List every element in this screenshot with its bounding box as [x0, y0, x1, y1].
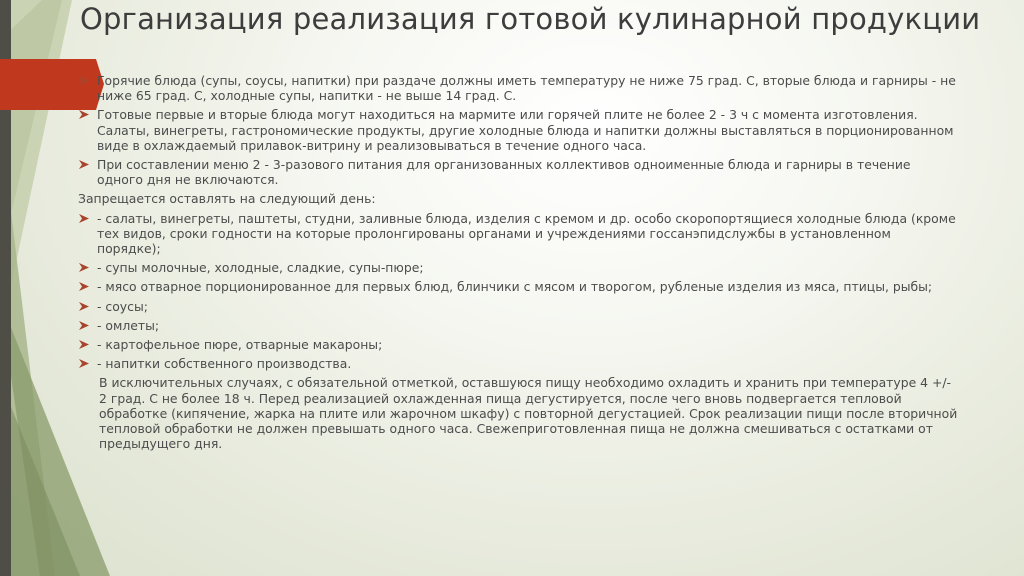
right-arrowhead-icon [79, 340, 89, 349]
bullet-text: - салаты, винегреты, паштеты, студни, заливные блюда, изделия с кремом и др. особо скоропортящиеся холодные блюда (кроме тех видов, сроки годности на которые пролонгированы органами и учреждениями госсанэпидслужбы в установленном порядке); [97, 210, 956, 257]
bullet-item [78, 299, 958, 314]
bullet-text: - мясо отварное порционированное для первых блюд, блинчики с мясом и творогом, рубленые изделия из мяса, птицы, рыбы; [97, 279, 933, 295]
bullet-item [78, 73, 958, 103]
bullet-item [78, 157, 958, 187]
right-arrowhead-icon [79, 359, 89, 368]
bullet-item [78, 318, 958, 333]
bullet-text: - соусы; [97, 298, 148, 314]
bullet-text: При составлении меню 2 - 3-разового питания для организованных коллективов одноименные блюда и гарниры в течение одного дня не включаются. [97, 157, 911, 188]
slide-title: Организация реализация готовой кулинарной продукции [80, 2, 981, 36]
bullet-item [78, 211, 958, 257]
bullet-item [78, 279, 958, 294]
slide-body [78, 73, 958, 455]
section-heading: Запрещается оставлять на следующий день: [78, 191, 376, 207]
bullet-text: - супы молочные, холодные, сладкие, супы-пюре; [97, 260, 424, 276]
bullet-text: - напитки собственного производства. [97, 356, 352, 372]
right-arrowhead-icon [79, 263, 89, 272]
right-arrowhead-icon [79, 214, 89, 223]
bullet-item [78, 107, 958, 153]
right-arrowhead-icon [79, 110, 89, 119]
bullet-text: Горячие блюда (супы, соусы, напитки) при раздаче должны иметь температуру не ниже 75 град. С, вторые блюда и гарниры - не ниже 65 град. С, холодные супы, напитки - не выше 14 град. С. [97, 73, 956, 104]
right-arrowhead-icon [79, 160, 89, 169]
right-arrowhead-icon [79, 76, 89, 85]
right-arrowhead-icon [79, 321, 89, 330]
bullet-item [78, 356, 958, 371]
bullet-item [78, 260, 958, 275]
right-arrowhead-icon [79, 302, 89, 311]
closing-paragraph: В исключительных случаях, с обязательной отметкой, оставшуюся пищу необходимо охладить и хранить при температуре 4 +/- 2 град. С не более 18 ч. Перед реализацией охлажденная пища дегустируется, после чего вновь подвергается тепловой обработке (кипячение, жарка на плите или жарочном шкафу) с повторной дегустацией. Срок реализации пищи после вторичной тепловой обработки не должен превышать одного часа. Свежеприготовленная пища не должна смешиваться с остатками от предыдущего дня. [99, 375, 958, 452]
bullet-text: - картофельное пюре, отварные макароны; [97, 337, 383, 353]
bullet-text: Готовые первые и вторые блюда могут находиться на мармите или горячей плите не более 2 - 3 ч с момента изготовления. Салаты, винегреты, гастрономические продукты, другие холодные блюда и напитки должны выставляться в порционированном виде в охлаждаемый прилавок-витрину и реализовываться в течение одного часа. [97, 107, 954, 153]
bullet-item [78, 337, 958, 352]
right-arrowhead-icon [79, 282, 89, 291]
bullet-text: - омлеты; [97, 317, 160, 333]
